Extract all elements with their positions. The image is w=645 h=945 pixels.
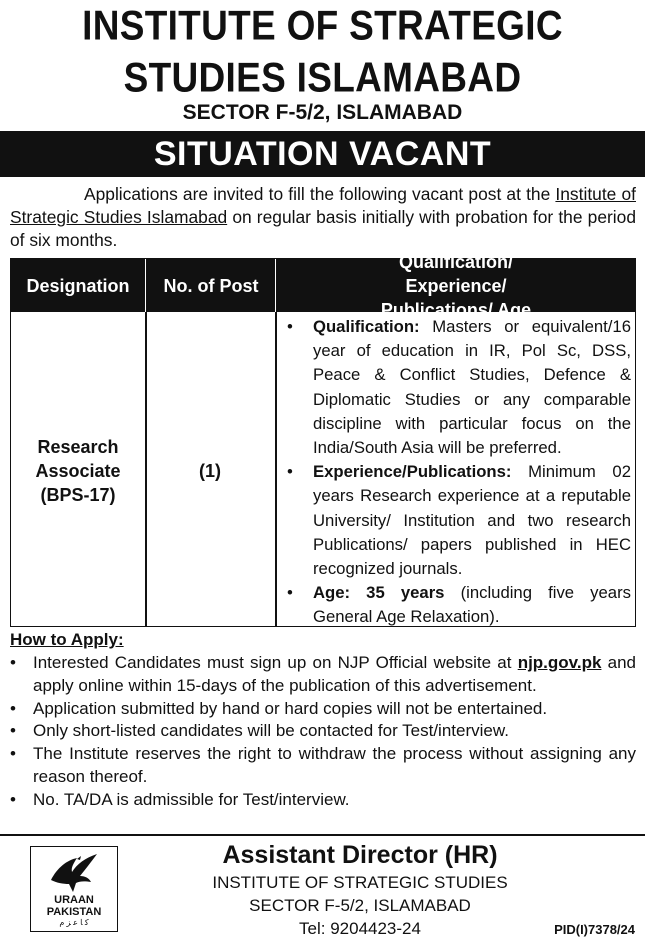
list-item: • Application submitted by hand or hard copies will not be entertained. <box>10 698 636 721</box>
signature-tel: Tel: 9204423-24 <box>299 919 421 938</box>
no-of-post-cell: (1) <box>199 461 221 481</box>
qualification-list <box>281 315 631 630</box>
header-qualification: Qualification/ Experience/ Publications/ Age <box>275 259 636 312</box>
designation-line: Research <box>37 437 119 457</box>
list-item: • Only short-listed candidates will be contacted for Test/interview. <box>10 720 636 743</box>
header-no-of-post: No. of Post <box>145 259 276 312</box>
how-to-apply-heading: How to Apply: <box>10 630 124 649</box>
vacancy-table <box>10 251 636 627</box>
list-item <box>281 581 631 629</box>
logo-line-2: PAKISTAN <box>46 906 102 918</box>
intro-text-before: Applications are invited to fill the following vacant post at the <box>84 184 556 204</box>
how-to-apply-list <box>10 652 636 812</box>
qualification-label: Qualification: <box>313 317 420 336</box>
signature-address: SECTOR F-5/2, ISLAMABAD <box>249 896 471 915</box>
uraan-pakistan-logo <box>30 846 118 932</box>
logo-urdu-text: ﮐ ﺎ ﻋ ﺰ ﻡ <box>59 918 89 927</box>
designation-line: (BPS-17) <box>40 485 116 505</box>
experience-text: Minimum 02 years Research experience at a reputable University/ Institution and two research Publications/ papers published in HEC recognized journals. <box>313 462 631 579</box>
signature-title: Assistant Director (HR) <box>222 841 498 869</box>
eagle-icon <box>47 850 101 894</box>
list-item <box>281 315 631 460</box>
age-label: Age: 35 years <box>313 583 445 603</box>
list-item <box>281 460 631 581</box>
njp-website-link[interactable]: njp.gov.pk <box>517 653 602 672</box>
intro-institute-link: Institute of Strategic Studies Islamabad <box>10 184 636 227</box>
situation-vacant-banner: SITUATION VACANT <box>0 131 645 177</box>
experience-label: Experience/Publications: <box>313 462 512 482</box>
pid-number: PID(I)7378/24 <box>554 922 635 937</box>
qualification-text: Masters or equivalent/16 year of education in IR, Pol Sc, DSS, Peace & Conflict Studies, Defence & Diplomatic Studies or any comparable discipline with particular focus on the India/South Asia will be preferred. <box>313 317 631 458</box>
designation-line: Associate <box>35 461 121 481</box>
list-item: • Interested Candidates must sign up on NJP Official website at njp.gov.pk and apply online within 15-days of the publication of this advertisement. <box>10 652 636 698</box>
institute-title-line-2: STUDIES ISLAMABAD <box>123 54 522 101</box>
list-item: • The Institute reserves the right to withdraw the process without assigning any reason thereof. <box>10 743 636 789</box>
header-designation: Designation <box>26 275 130 296</box>
footer-divider <box>0 834 645 836</box>
logo-line-1: URAAN <box>54 894 94 906</box>
age-text: (including five years General Age Relaxation). <box>313 583 631 627</box>
intro-text-after: on regular basis initially with probation for the period of six months. <box>10 207 636 250</box>
table-header <box>11 251 635 320</box>
intro-paragraph <box>10 183 636 252</box>
list-item: • No. TA/DA is admissible for Test/interview. <box>10 789 636 812</box>
institute-address: SECTOR F-5/2, ISLAMABAD <box>182 101 463 124</box>
column-divider <box>275 312 277 626</box>
signature-org: INSTITUTE OF STRATEGIC STUDIES <box>212 873 508 892</box>
designation-cell <box>11 435 145 507</box>
institute-title-line-1: INSTITUTE OF STRATEGIC <box>82 2 563 49</box>
